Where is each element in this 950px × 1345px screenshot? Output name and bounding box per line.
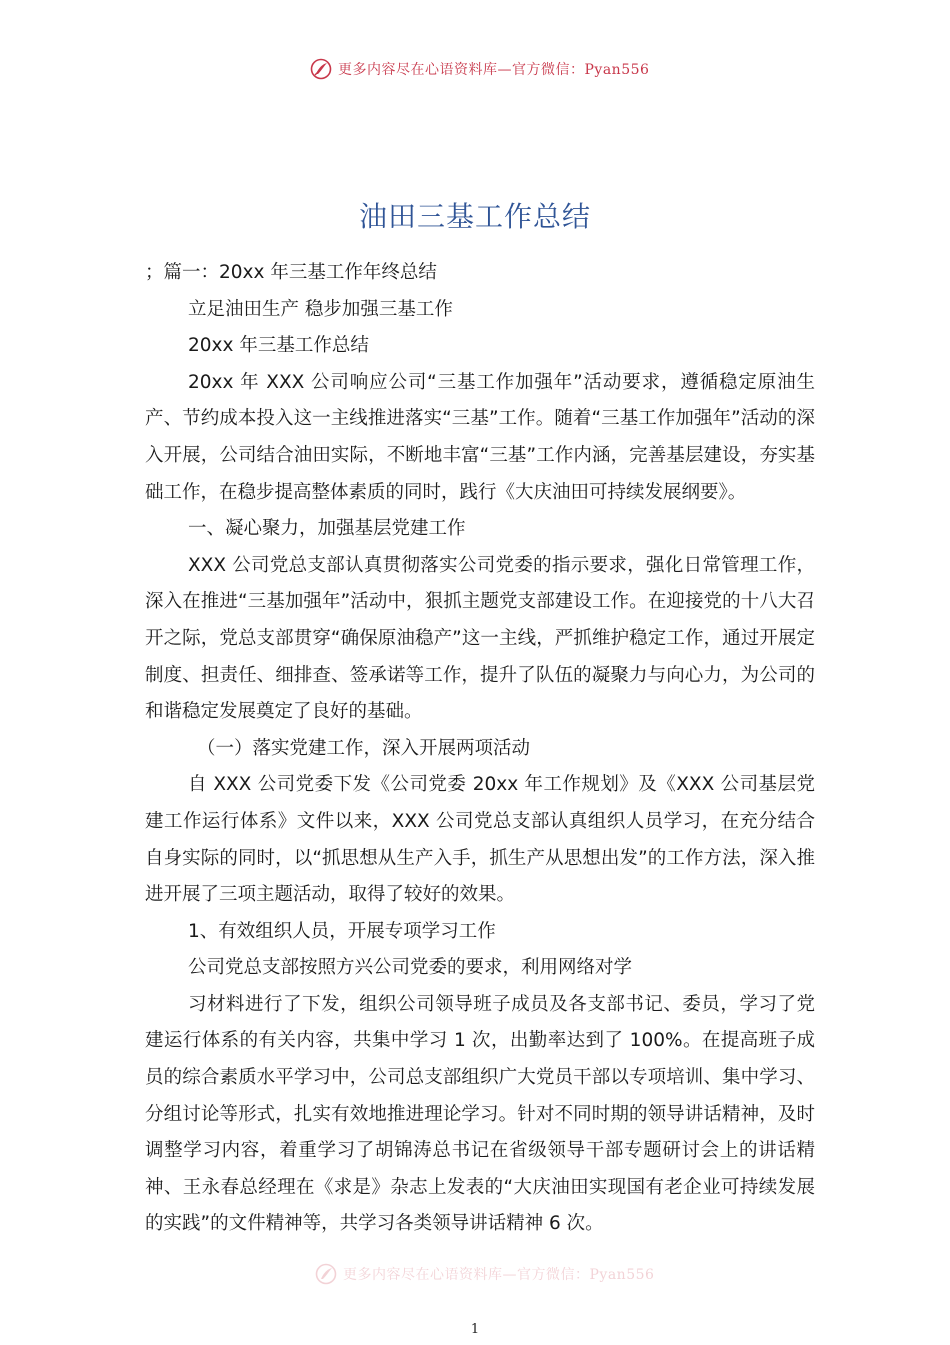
paragraph-body: 公司党总支部按照方兴公司党委的要求，利用网络对学 [188,957,633,979]
header-banner [310,56,649,82]
paragraph-heading: 一、凝心聚力，加强基层党建工作 [188,518,466,540]
paragraph-body: 习材料进行了下发，组织公司领导班子成员及各支部书记、委员，学习了党建运行体系的有关内容，共集中学习 1 次，出勤率达到了 100%。在提高班子成员的综合素质水平学习中，公司总支部组织广大党员干部以专项培训、集中学习、分组讨论等形式，扎实有效地推进理论学习。针对不同时期的领导讲话精神，及时调整学习内容，着重学习了胡锦涛总书记在省级领导干部专题研讨会上的讲话精神、王永春总经理在《求是》杂志上发表的“大庆油田实现国有老企业可持续发展的实践”的文件精神等，共学习各类领导讲话精神 6 次。 [145,993,815,1235]
header-banner-text: 更多内容尽在心语资料库—官方微信：Pyan556 [338,62,650,78]
paragraph-subtitle: 立足油田生产 稳步加强三基工作 [188,298,453,320]
paragraph-section-heading: ；篇一：20xx 年三基工作年终总结 [145,262,437,283]
paragraph-body: XXX 公司党总支部认真贯彻落实公司党委的指示要求，强化日常管理工作，深入在推进“三基加强年”活动中，狠抓主题党支部建设工作。在迎接党的十八大召开之际，党总支部贯穿“确保原油稳产”这一主线，严抓维护稳定工作，通过开展定制度、担责任、细排查、签承诺等工作，提升了队伍的凝聚力与向心力，为公司的和谐稳定发展奠定了良好的基础。 [145,554,815,723]
footer-watermark [315,1262,654,1286]
watermark-logo-icon [315,1263,337,1285]
brand-logo-icon [310,58,332,80]
paragraph-body: 20xx 年 XXX 公司响应公司“三基工作加强年”活动要求，遵循稳定原油生产、节约成本投入这一主线推进落实“三基”工作。随着“三基工作加强年”活动的深入开展，公司结合油田实际，不断地丰富“三基”工作内涵，完善基层建设，夯实基础工作，在稳步提高整体素质的同时，践行《大庆油田可持续发展纲要》。 [145,371,815,503]
paragraph-subtitle: 20xx 年三基工作总结 [188,335,369,357]
paragraph-heading: 1、有效组织人员，开展专项学习工作 [188,920,496,942]
document-title: 油田三基工作总结 [358,200,591,233]
page-number: 1 [470,1322,480,1337]
paragraph-body: 自 XXX 公司党委下发《公司党委 20xx 年工作规划》及《XXX 公司基层党建工作运行体系》文件以来，XXX 公司党总支部认真组织人员学习，在充分结合自身实际的同时，以“抓思想从生产入手，抓生产从思想出发”的工作方法，深入推进开展了三项主题活动，取得了较好的效果。 [145,774,815,906]
footer-watermark-text: 更多内容尽在心语资料库—官方微信：Pyan556 [343,1267,655,1283]
document-body [145,255,815,1243]
paragraph-heading: （一）落实党建工作，深入开展两项活动 [197,737,531,759]
